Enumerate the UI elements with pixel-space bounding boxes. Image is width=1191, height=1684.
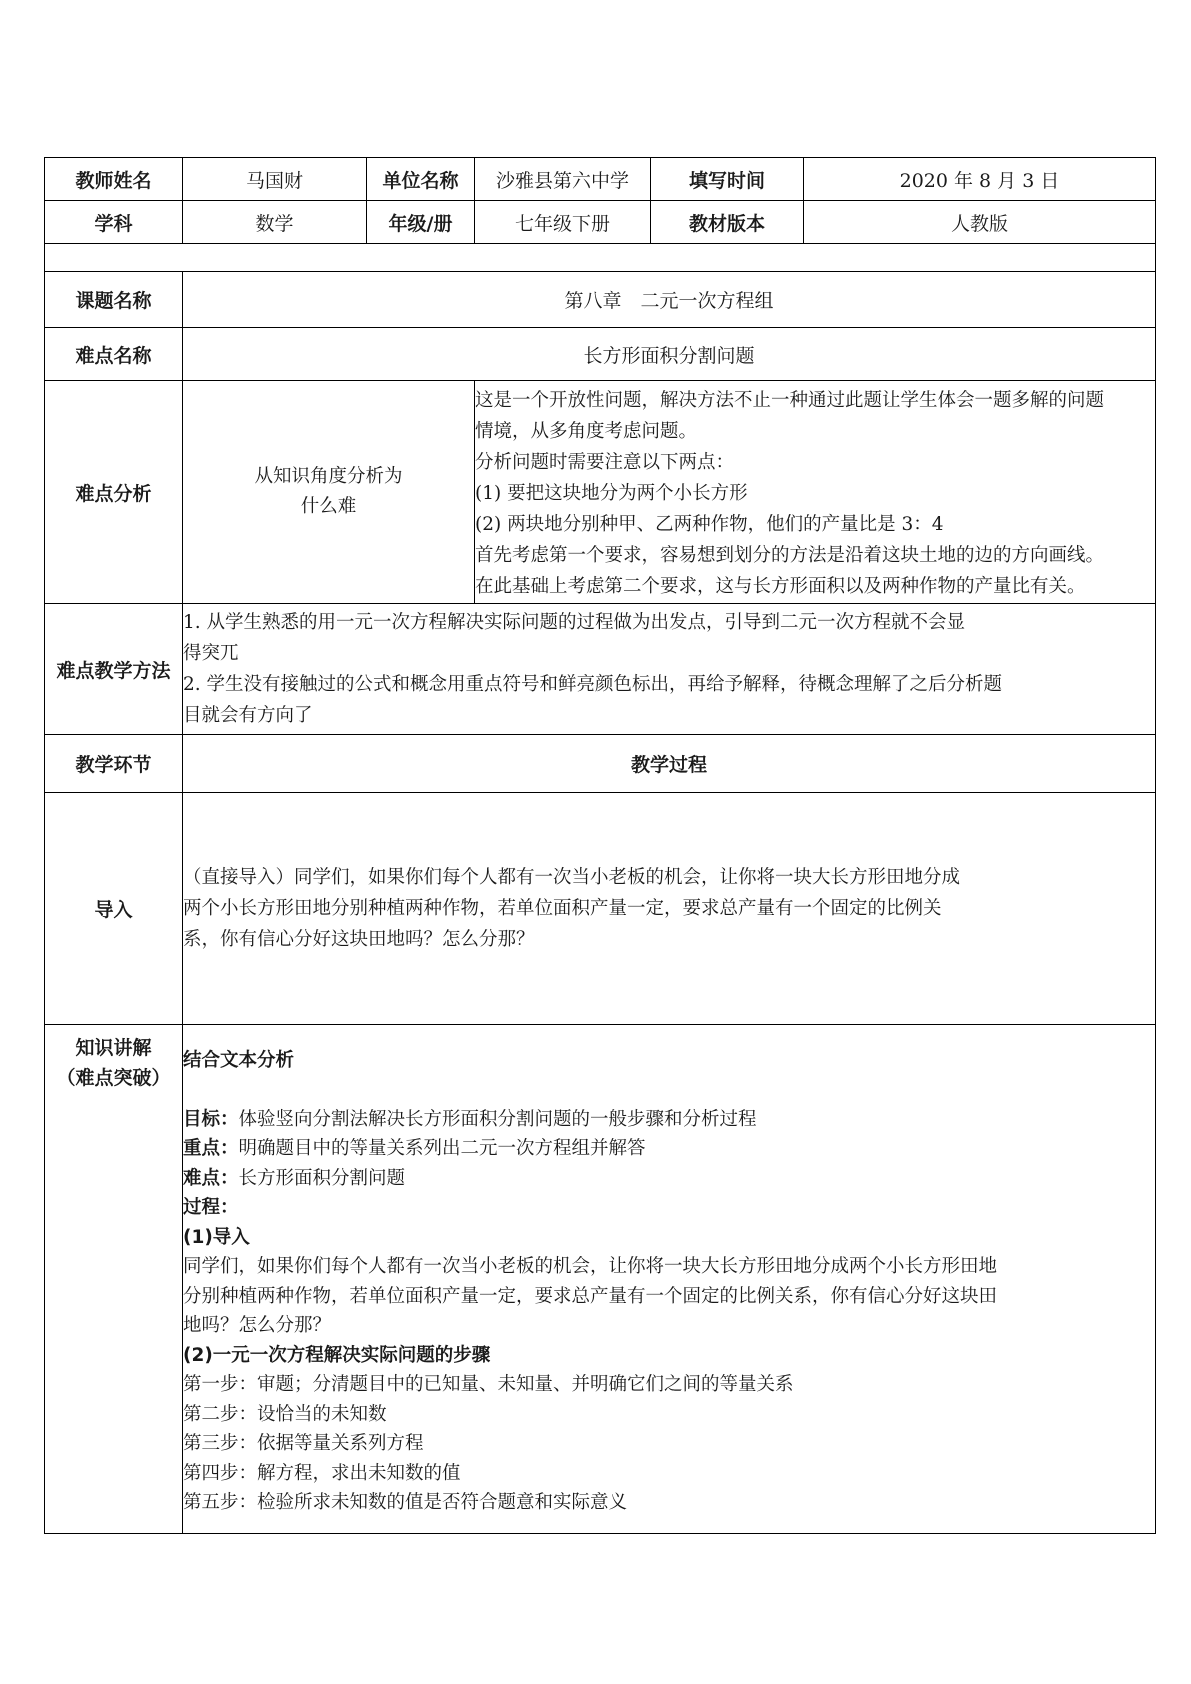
difficulty-value: 长方形面积分割问题 — [183, 328, 1156, 381]
unit-label: 单位名称 — [367, 158, 475, 201]
step-item: 第二步：设恰当的未知数 — [183, 1403, 387, 1425]
grade-label: 年级/册 — [367, 201, 475, 244]
intro-content — [183, 793, 1156, 1025]
analysis-label: 难点分析 — [45, 381, 183, 604]
header-row-2 — [45, 201, 1156, 244]
unit-value: 沙雅县第六中学 — [475, 158, 651, 201]
analysis-line: 在此基础上考虑第二个要求，这与长方形面积以及两种作物的产量比有关。 — [475, 576, 1086, 597]
header-row-1 — [45, 158, 1156, 201]
step1-line: 同学们，如果你们每个人都有一次当小老板的机会，让你将一块大长方形田地分成两个小长方形田地 — [183, 1256, 998, 1278]
step2-title: (2)一元一次方程解决实际问题的步骤 — [183, 1344, 491, 1366]
knowledge-content — [183, 1025, 1156, 1534]
process-header-value: 教学过程 — [183, 735, 1156, 793]
analysis-line: 这是一个开放性问题，解决方法不止一种通过此题让学生体会一题多解的问题 — [475, 390, 1105, 411]
analysis-sub-label-line2: 什么难 — [300, 496, 357, 517]
process-header-row — [45, 735, 1156, 793]
grade-value: 七年级下册 — [475, 201, 651, 244]
knowledge-label-line1: 知识讲解 — [75, 1037, 152, 1059]
analysis-line: 情境，从多角度考虑问题。 — [475, 421, 698, 442]
knowledge-label — [45, 1025, 183, 1534]
analysis-content — [475, 381, 1156, 604]
method-row — [45, 604, 1156, 735]
subject-value: 数学 — [183, 201, 367, 244]
analysis-line: 首先考虑第一个要求，容易想到划分的方法是沿着这块土地的边的方向画线。 — [475, 545, 1105, 566]
lesson-plan-sheet — [44, 157, 1155, 1534]
knowledge-row — [45, 1025, 1156, 1534]
key-line — [183, 1134, 1155, 1164]
lesson-plan-table — [44, 157, 1156, 1534]
analysis-line: (2) 两块地分别种甲、乙两种作物，他们的产量比是 3：4 — [475, 514, 944, 535]
hard-label: 难点： — [183, 1167, 239, 1189]
step-item: 第四步：解方程，求出未知数的值 — [183, 1462, 461, 1484]
teacher-label: 教师姓名 — [45, 158, 183, 201]
analysis-line: (1) 要把这块地分为两个小长方形 — [475, 483, 748, 504]
intro-label: 导入 — [45, 793, 183, 1025]
spacer-row — [45, 244, 1156, 272]
process-label: 过程： — [183, 1197, 239, 1219]
analysis-row — [45, 381, 1156, 604]
step1-line: 分别种植两种作物，若单位面积产量一定，要求总产量有一个固定的比例关系，你有信心分好这块田 — [183, 1285, 998, 1307]
step-item: 第三步：依据等量关系列方程 — [183, 1433, 424, 1455]
step-item: 第五步：检验所求未知数的值是否符合题意和实际意义 — [183, 1492, 628, 1514]
goal-line — [183, 1105, 1155, 1135]
teacher-value: 马国财 — [183, 158, 367, 201]
difficulty-label: 难点名称 — [45, 328, 183, 381]
topic-row — [45, 272, 1156, 328]
intro-line: 两个小长方形田地分别种植两种作物，若单位面积产量一定，要求总产量有一个固定的比例关 — [183, 898, 942, 919]
method-content — [183, 604, 1156, 735]
hard-line — [183, 1164, 1155, 1194]
key-text: 明确题目中的等量关系列出二元一次方程组并解答 — [238, 1138, 646, 1160]
subject-label: 学科 — [45, 201, 183, 244]
date-value: 2020 年 8 月 3 日 — [804, 158, 1156, 201]
goal-label: 目标： — [183, 1108, 239, 1130]
intro-line: 系，你有信心分好这块田地吗？怎么分那？ — [183, 929, 535, 950]
spacer — [45, 244, 1156, 272]
key-label: 重点： — [183, 1138, 239, 1160]
analysis-line: 分析问题时需要注意以下两点： — [475, 452, 735, 473]
analysis-sub-label — [183, 381, 475, 604]
step1-line: 地吗？怎么分那？ — [183, 1315, 332, 1337]
method-line: 得突兀 — [183, 643, 239, 664]
intro-line: （直接导入）同学们，如果你们每个人都有一次当小老板的机会，让你将一块大长方形田地分成 — [183, 867, 961, 888]
intro-row — [45, 793, 1156, 1025]
difficulty-row — [45, 328, 1156, 381]
edition-label: 教材版本 — [651, 201, 804, 244]
method-line: 1. 从学生熟悉的用一元一次方程解决实际问题的过程做为出发点，引导到二元一次方程就不会显 — [183, 612, 966, 633]
goal-text: 体验竖向分割法解决长方形面积分割问题的一般步骤和分析过程 — [238, 1108, 757, 1130]
topic-label: 课题名称 — [45, 272, 183, 328]
edition-value: 人教版 — [804, 201, 1156, 244]
date-label: 填写时间 — [651, 158, 804, 201]
knowledge-title: 结合文本分析 — [183, 1050, 295, 1072]
method-line: 2. 学生没有接触过的公式和概念用重点符号和鲜亮颜色标出，再给予解释，待概念理解了之后分析题 — [183, 674, 1003, 695]
method-label: 难点教学方法 — [45, 604, 183, 735]
step-item: 第一步：审题；分清题目中的已知量、未知量、并明确它们之间的等量关系 — [183, 1374, 794, 1396]
knowledge-blank-line — [183, 1076, 1155, 1105]
process-header-label: 教学环节 — [45, 735, 183, 793]
hard-text: 长方形面积分割问题 — [238, 1167, 406, 1189]
topic-value: 第八章 二元一次方程组 — [183, 272, 1156, 328]
step1-title: (1)导入 — [183, 1226, 250, 1248]
knowledge-label-line2: （难点突破） — [56, 1067, 171, 1089]
analysis-sub-label-line1: 从知识角度分析为 — [254, 466, 403, 487]
method-line: 目就会有方向了 — [183, 705, 313, 726]
